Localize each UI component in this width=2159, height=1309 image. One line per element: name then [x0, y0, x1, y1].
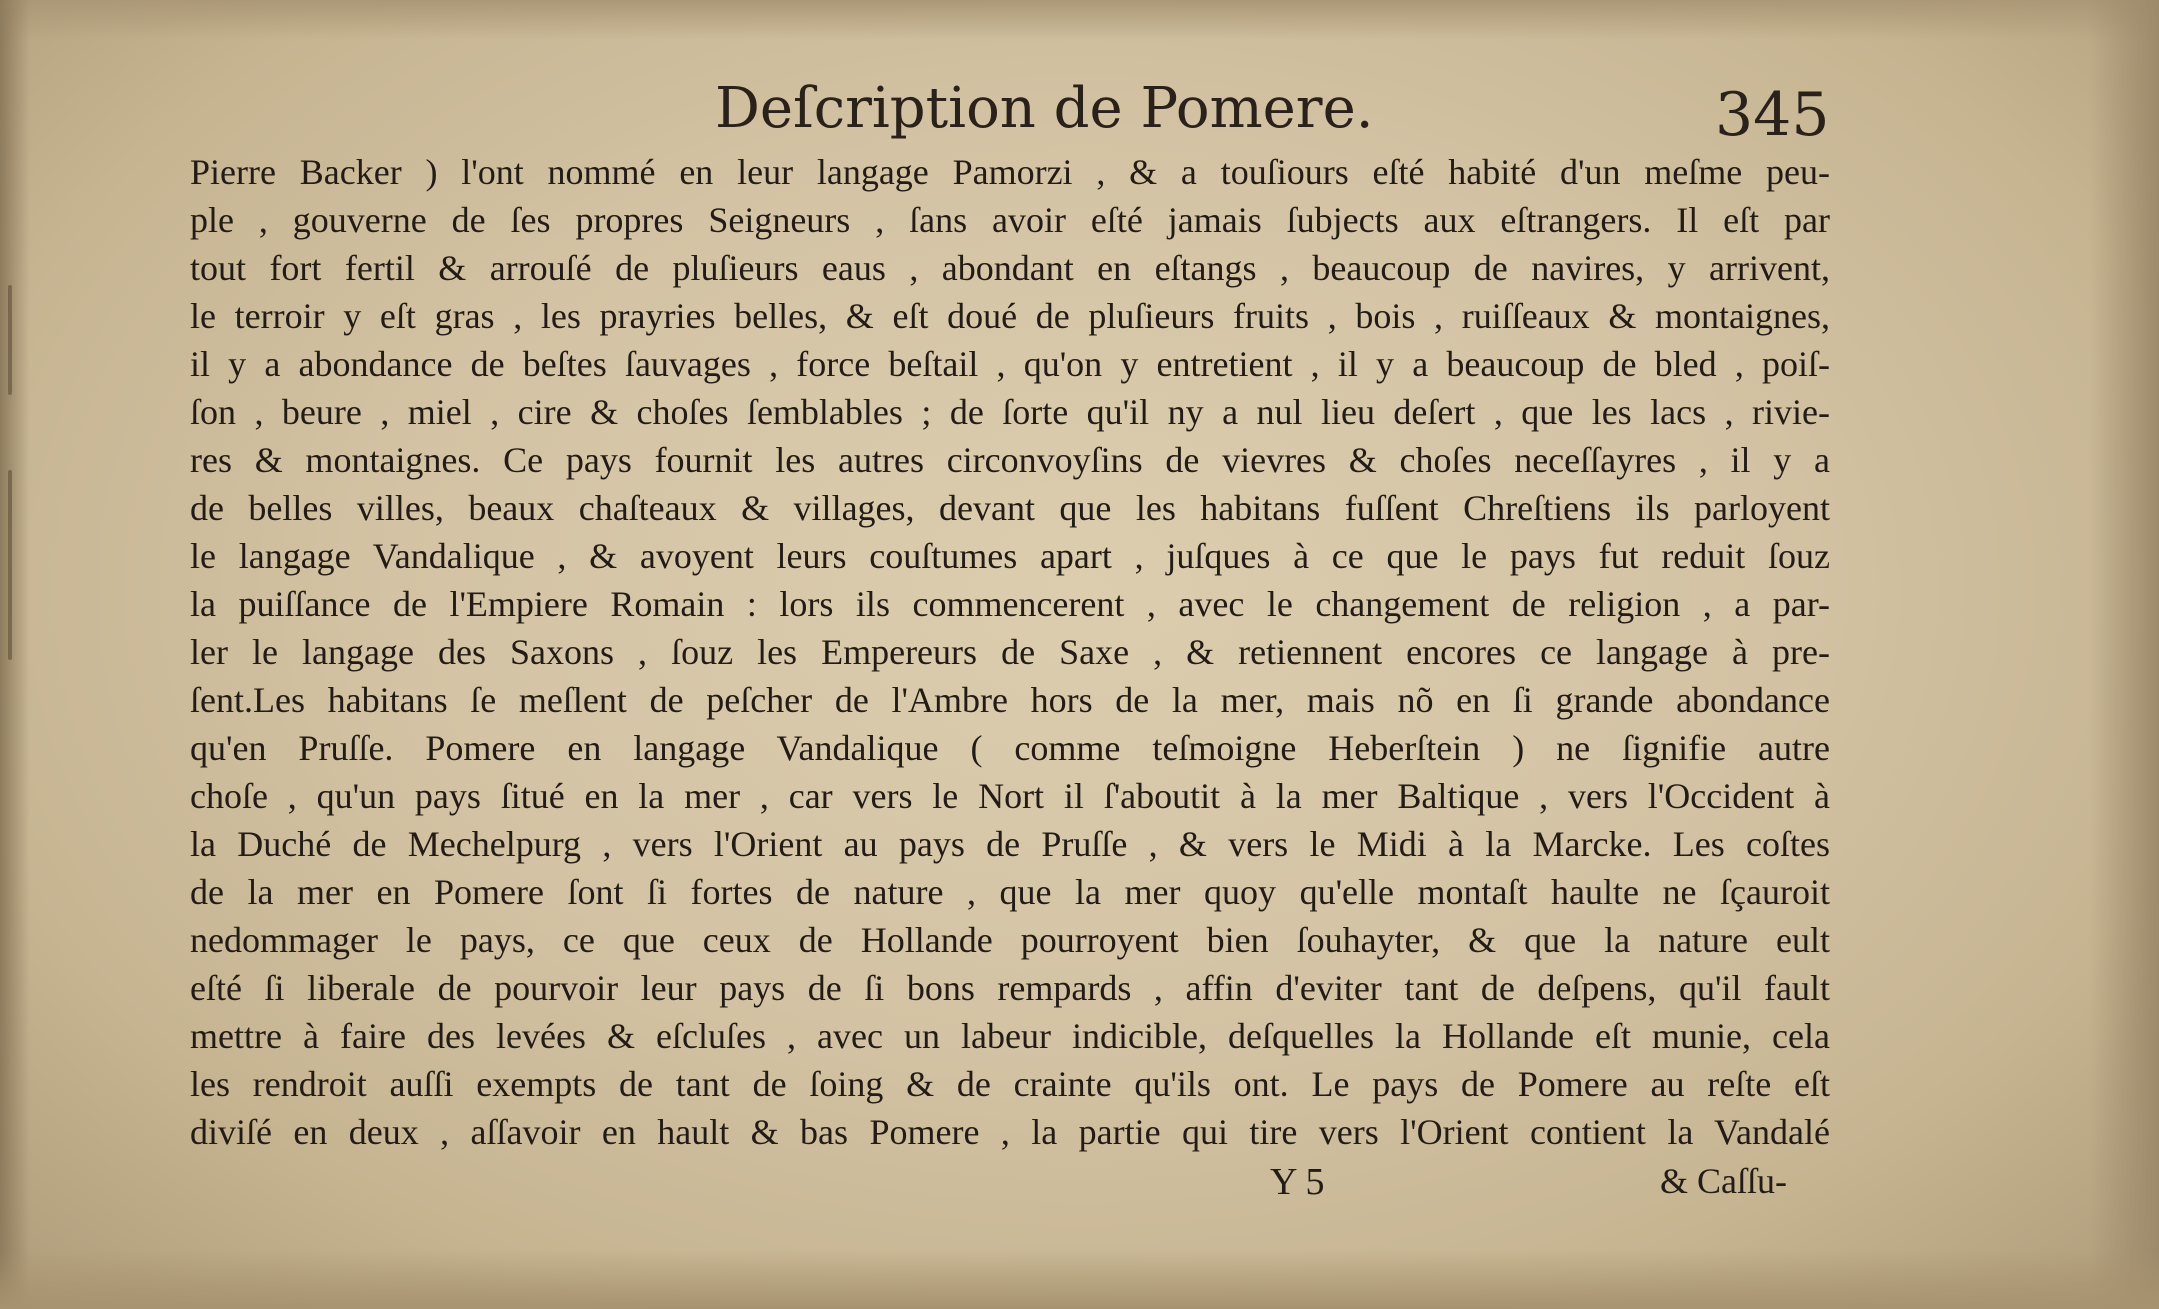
catchword: & Caſſu-: [1660, 1161, 1787, 1201]
text-line: ſent.Les habitans ſe meſlent de peſcher de l'Ambre hors de la mer, mais nõ en ſi grande abondance: [190, 680, 1830, 720]
page-edge-shadow-top: [0, 0, 2159, 40]
signature-mark: Y 5: [1270, 1161, 1325, 1203]
text-line: Pierre Backer ) l'ont nommé en leur langage Pamorzi , & a touſiours eſté habité d'un meſme peu-: [190, 152, 1830, 192]
page-header: [0, 70, 2159, 160]
page-number: 345: [1715, 80, 1830, 150]
text-line: ſon , beure , miel , cire & choſes ſemblables ; de ſorte qu'il ny a nul lieu deſert , que les lacs , rivie-: [190, 392, 1830, 432]
page-edge-shadow-left: [0, 0, 30, 1309]
text-line: de belles villes, beaux chaſteaux & villages, devant que les habitans fuſſent Chreſtiens ils parloyent: [190, 488, 1830, 528]
text-line: la Duché de Mechelpurg , vers l'Orient au pays de Pruſſe , & vers le Midi à la Marcke. Les coſtes: [190, 824, 1830, 864]
text-line: qu'en Pruſſe. Pomere en langage Vandalique ( comme teſmoigne Heberſtein ) ne ſignifie autre: [190, 728, 1830, 768]
text-line: le langage Vandalique , & avoyent leurs couſtumes apart , juſques à ce que le pays fut reduit ſouz: [190, 536, 1830, 576]
text-line: il y a abondance de beſtes ſauvages , force beſtail , qu'on y entretient , il y a beaucoup de bled , poiſ-: [190, 344, 1830, 384]
running-title: Deſcription de Pomere.: [715, 76, 1374, 141]
text-line: tout fort fertil & arrouſé de pluſieurs eaus , abondant en eſtangs , beaucoup de navires, y arrivent,: [190, 248, 1830, 288]
binding-mark: [8, 285, 12, 395]
text-line: nedommager le pays, ce que ceux de Hollande pourroyent bien ſouhayter, & que la nature eult: [190, 920, 1830, 960]
text-line: ple , gouverne de ſes propres Seigneurs , ſans avoir eſté jamais ſubjects aux eſtrangers. Il eſt par: [190, 200, 1830, 240]
text-line: mettre à faire des levées & eſcluſes , avec un labeur indicible, deſquelles la Hollande eſt munie, cela: [190, 1016, 1830, 1056]
text-line: diviſé en deux , aſſavoir en hault & bas Pomere , la partie qui tire vers l'Orient contient la Vandalé: [190, 1112, 1830, 1152]
text-line: les rendroit auſſi exempts de tant de ſoing & de crainte qu'ils ont. Le pays de Pomere au reſte eſt: [190, 1064, 1830, 1104]
page-edge-shadow-bottom: [0, 1249, 2159, 1309]
text-line: eſté ſi liberale de pourvoir leur pays de ſi bons rempards , affin d'eviter tant de deſpens, qu'il fault: [190, 968, 1830, 1008]
binding-mark: [8, 470, 12, 660]
text-line: choſe , qu'un pays ſitué en la mer , car vers le Nort il ſ'aboutit à la mer Baltique , vers l'Occident à: [190, 776, 1830, 816]
page-edge-shadow-right: [2089, 0, 2159, 1309]
text-line: de la mer en Pomere ſont ſi fortes de nature , que la mer quoy qu'elle montaſt haulte ne ſçauroit: [190, 872, 1830, 912]
text-line: le terroir y eſt gras , les prayries belles, & eſt doué de pluſieurs fruits , bois , ruiſſeaux & montaignes,: [190, 296, 1830, 336]
text-line: ler le langage des Saxons , ſouz les Empereurs de Saxe , & retiennent encores ce langage à pre-: [190, 632, 1830, 672]
text-line: la puiſſance de l'Empiere Romain : lors ils commencerent , avec le changement de religion , a par-: [190, 584, 1830, 624]
text-line: res & montaignes. Ce pays fournit les autres circonvoyſins de vievres & choſes neceſſayres , il y a: [190, 440, 1830, 480]
body-text: [190, 148, 1830, 1156]
